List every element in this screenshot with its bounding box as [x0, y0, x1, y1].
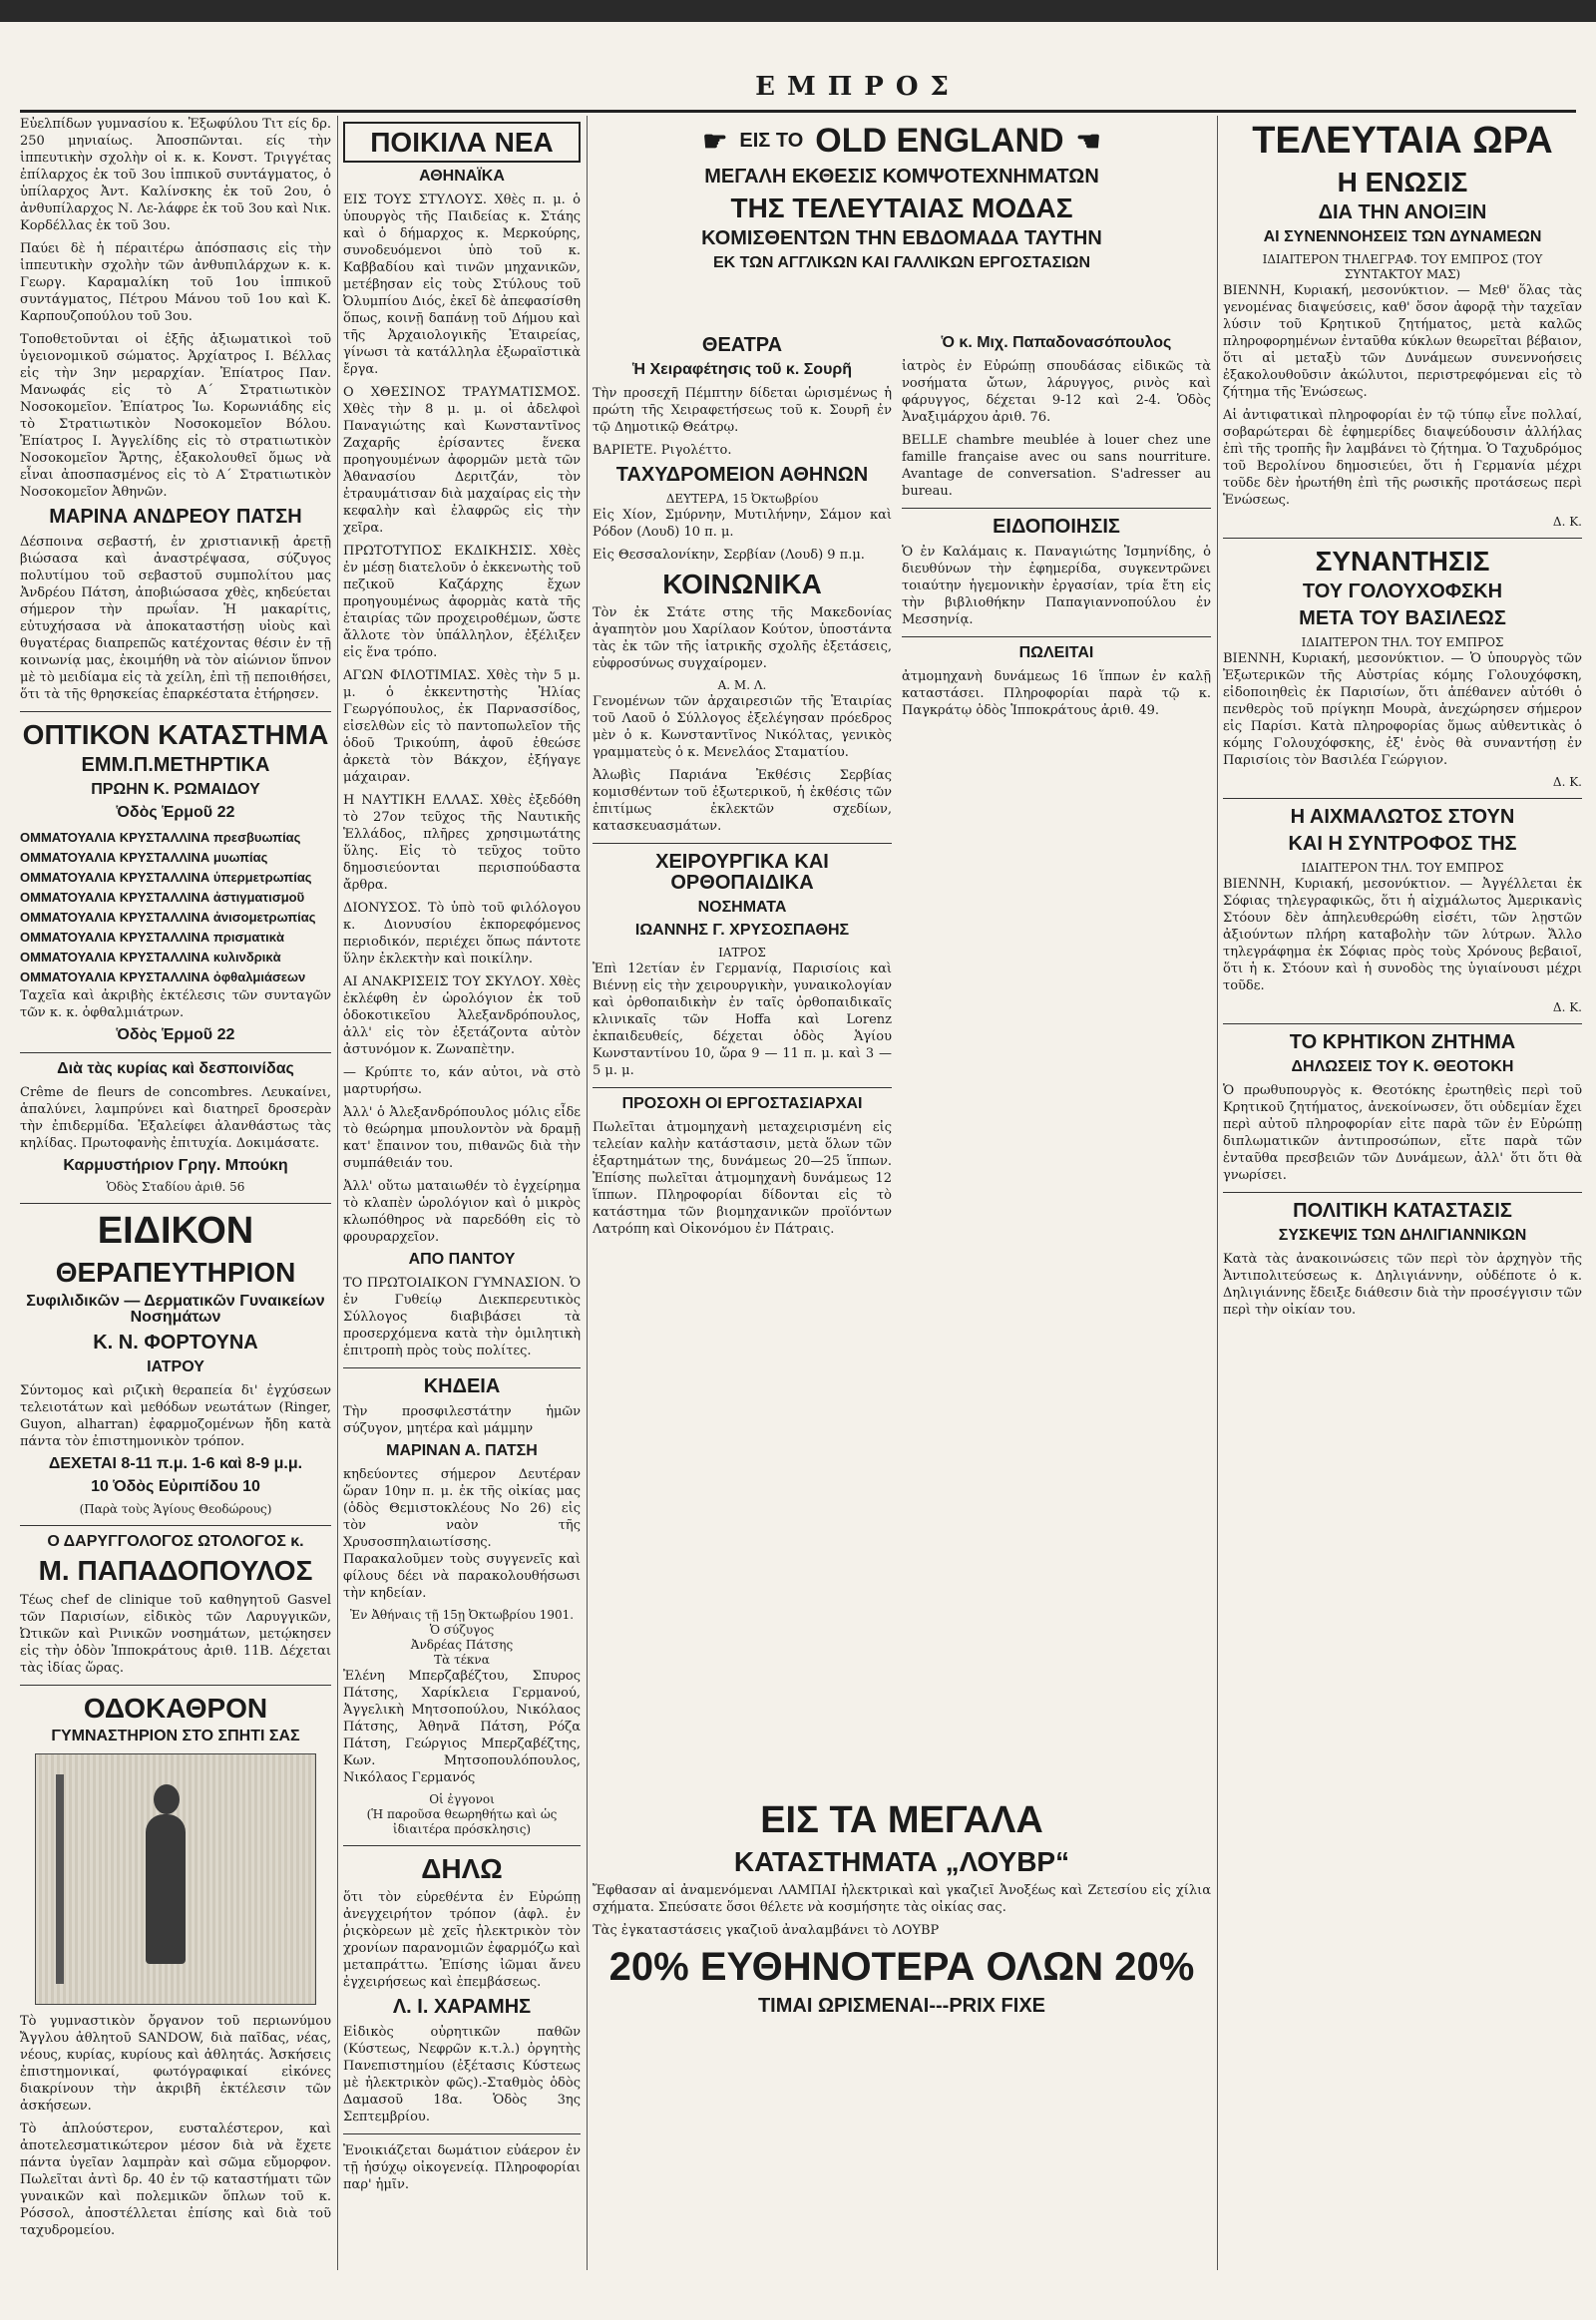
obituary-text: Δέσποινα σεβαστή, ἐν χριστιανικῇ ἀρετῇ βιώσασα καὶ ἀναστρέψασα, σύζυγος πολυτίμου τοῦ σεβαστοῦ συμπολίτου μας Ἀνδρέου Πάτση, ἀποβιώσασα χθὲς, κηδεύεται σήμερον τὴν πρωΐαν. Ἡ μακαρίτις, εὐτυχήσασα νὰ ἀποκαταστήσῃ υἱοὺς καὶ θυγατέρας διαπρεπῶς κατέχοντας θέσιν ἐν τῇ κοινωνίᾳ μας, ἐκοιμήθη νὰ τὸν αἰώνιον ὕπνον μὲ τὸ μειδίαμα εἰς τὰ χείλη, ἐπὶ τῇ πεποιθήσει, ὅτι τὰ τῆς θρησκείας ἐπαρκέστατα ἐτήρησεν. [20, 535, 331, 702]
eidikon-subtitle: Συφιλιδικῶν — Δερματικῶν Γυναικείων Νοσημάτων [26, 1292, 325, 1327]
news-item: Ἀλλ' ὁ Ἀλεξανδρόπουλος μόλις εἶδε τὸ θεώρημα μπουλοντὸν νὰ δραμῇ κατ' ἔπαινον του, πιθανῶς διὰ τὴν συμπάθειάν του. [343, 1105, 581, 1172]
optikon-item: ΟΜΜΑΤΟΥΑΛΙΑ ΚΡΥΣΤΑΛΛΙΝΑ κυλινδρικὰ [20, 949, 281, 965]
optikon-item: ΟΜΜΑΤΟΥΑΛΙΑ ΚΡΥΣΤΑΛΛΙΝΑ πρεσβυωπίας [20, 829, 301, 845]
rent-notice: Ἐνοικιάζεται δωμάτιον εὐάερον ἐν τῇ ἡσύχῳ οἰκογενείᾳ. Πληροφορίαι παρ' ἡμῖν. [343, 2143, 581, 2193]
divider [20, 1525, 331, 1526]
doctor-hours-text: ἰατρὸς ἐν Εὐρώπῃ σπουδάσας εἰδικῶς τὰ νοσήματα ὤτων, λάρυγγος, ρινὸς καὶ φάρυγγος, δέχεται 9-12 καὶ 2-4. Ὁδὸς Ἀναξιμάρχου ἀριθ. 76. [902, 358, 1211, 425]
news-item: ΑΓΩΝ ΦΙΛΟΤΙΜΙΑΣ. Χθὲς τὴν 5 μ. μ. ὁ ἐκκεντηστὴς Ἠλίας Γεωργόπουλος, ἐκ Παρνασσίδος, εἰσελθὼν εἰς τὸ παντοπωλεῖον τῆς ὁδοῦ Τρικούπη, ἀφοῦ ἐθεώσε ἀρκετὰ τὸν Βάκχον, ἐξήγαγε μάχαιραν. [343, 668, 581, 786]
masthead-rule [20, 110, 1576, 113]
funeral-name: ΜΑΡΙΝΑΝ Α. ΠΑΤΣΗ [386, 1441, 538, 1459]
meeting-title: ΣΥΝΑΝΤΗΣΙΣ [1315, 546, 1490, 578]
signature: Δ. Κ. [1552, 1000, 1582, 1015]
article-text: Ὁ πρωθυπουργὸς κ. Θεοτόκης ἐρωτηθεὶς περὶ τοῦ Κρητικοῦ ζητήματος, ἀνεκοίνωσεν, ὅτι οὐδεμίαν ἔχει περὶ αὐτοῦ πληροφορίαν εἰτε παρὰ τῶν ἐν Εὐρώπῃ διπλωματικῶν ἀντιπροσώπων, εἴτε παρὰ τῶν ἐνταῦθα πρεσβειῶν τῶν Δυνάμεων, ἀλλ' ὅτι ὅτι θὰ γνωρίσει. [1223, 1083, 1582, 1184]
divider [593, 843, 892, 844]
optikon-item: ΟΜΜΑΤΟΥΑΛΙΑ ΚΡΥΣΤΑΛΛΙΝΑ ἀνισομετρωπίας [20, 909, 316, 925]
louvre-text-2: Τὰς ἐγκαταστάσεις γκαζιοῦ ἀναλαμβάνει τὸ ΛΟΥΒΡ [593, 1923, 940, 1939]
meeting-subtitle: ΤΟΥ ΓΟΛΟΥΧΟΦΣΚΗ [1302, 580, 1503, 603]
declaration-text: Εἰδικὸς οὐρητικῶν παθῶν (Κύστεως, Νεφρῶν κ.τ.λ.) ὀργητὴς Πανεπιστημίου (ἐξέτασις Κύστεως μὲ ἠλεκτρικὸν φῶς).-Σταθμὸς ὁδὸς Δαμασοῦ 18α. Ὁδὸς 3ης Σεπτεμβρίου. [343, 2025, 581, 2126]
ladies-title: Διὰ τὰς κυρίας καὶ δεσποινίδας [57, 1059, 294, 1077]
doctor-hours-title: Ὁ κ. Μιχ. Παπαδονασόπουλος [941, 334, 1172, 351]
dentist-name: Μ. ΠΑΠΑΔΟΠΟΥΛΟΣ [38, 1555, 313, 1587]
divider [902, 636, 1211, 637]
sale-title: ΠΩΛΕΙΤΑΙ [1018, 643, 1094, 661]
theatre-text: Τὴν προσεχῆ Πέμπτην δίδεται ὡρισμένως ἡ πρώτη τῆς Χειραφετήσεως τοῦ κ. Σουρῆ ἐν τῷ Δημοτικῷ Θεάτρῳ. [593, 385, 892, 435]
divider [20, 711, 331, 712]
surgery-role: ΙΑΤΡΟΣ [718, 945, 766, 960]
theatre-title: ΘΕΑΤΡΑ [701, 334, 783, 356]
divider [593, 1087, 892, 1088]
news-item: Ἀλλ' οὔτω ματαιωθέν τὸ ἐγχείρημα τὸ κλαπὲν ὡρολόγιον καὶ ὁ μικρὸς κλωπόθηρος νὰ παρεδόθη εἰς τὸ φρουραρχεῖον. [343, 1179, 581, 1246]
pointing-hand-icon: ☛ [702, 126, 728, 157]
exhibition-title: ΜΕΓΑΛΗ ΕΚΘΕΣΙΣ ΚΟΜΨΟΤΕΧΝΗΜΑΤΩΝ [704, 166, 1099, 188]
divider [1223, 798, 1582, 799]
captive-subtitle: ΚΑΙ Η ΣΥΝΤΡΟΦΟΣ ΤΗΣ [1288, 833, 1517, 856]
pointing-hand-icon: ☚ [1075, 126, 1101, 157]
column-1 [20, 116, 331, 2270]
telegram-label: ΙΔΙΑΙΤΕΡΟΝ ΤΗΛ. ΤΟΥ ΕΜΠΡΟΣ [1301, 861, 1504, 876]
column-3-header [593, 116, 1211, 325]
column-divider [1217, 116, 1218, 2270]
eidikon-role: ΙΑΤΡΟΥ [147, 1358, 204, 1376]
funeral-intro: Τὴν προσφιλεστάτην ἡμῶν σύζυγον, μητέρα καὶ μάμμην [343, 1403, 581, 1436]
louvre-discount: 20% ΕΥΘΗΝΟΤΕΡΑ ΟΛΩΝ 20% [608, 1945, 1195, 1990]
optikon-item: ΟΜΜΑΤΟΥΑΛΙΑ ΚΡΥΣΤΑΛΛΙΝΑ ὀφθαλμιάσεων [20, 968, 306, 984]
optikon-item: ΟΜΜΑΤΟΥΑΛΙΑ ΚΡΥΣΤΑΛΛΙΝΑ πρισματικὰ [20, 929, 285, 945]
section-subtitle: ΑΘΗΝΑΪΚΑ [419, 168, 505, 186]
gym-illustration [35, 1753, 316, 2005]
notice-title: ΕΙΔΟΠΟΙΗΣΙΣ [993, 515, 1120, 538]
louvre-text: Ἔφθασαν αἱ ἀναμενόμεναι ΛΑΜΠΑΙ ἠλεκτρικαὶ καὶ γκαζιεῖ Ἀνοξέως καὶ Ζετεσίου εἰς χίλια σχήματα. Σπεύσατε ὅσοι θέλετε νὰ κοσμήσητε τὰς οἰκίας σας. [593, 1883, 1211, 1916]
factory-text: Πωλεῖται ἀτμομηχανὴ μεταχειρισμένη εἰς τελείαν καλὴν κατάστασιν, μετὰ ὅλων τῶν ἐξαρτημάτων της, δυνάμεως 20—25 ἵππων. Ἐπίσης πωλεῖται ἀτμομηχανὴ δυνάμεως 12 ἵππων. Πληροφορίαι δίδονται εἰς τὸ κατάστημα τῶν βιομηχανικῶν προϊόντων Λατρόπη καὶ Οἰκονόμου ἐν Πάτραις. [593, 1119, 892, 1237]
declaration-signature: Λ. Ι. ΧΑΡΑΜΗΣ [392, 1996, 532, 2019]
divider [20, 1203, 331, 1204]
article-text: Παύει δὲ ἡ πέραιτέρω ἀπόσπασις εἰς τὴν ἱππευτικὴν σχολὴν τῶν ἀνθυπιλάρχων κ. κ. Γεωργ. Καραμαλίκη τοῦ 1ου ἱππικοῦ συντάγματος, Πέτρου Μάνου τοῦ 1ου καὶ Κ. Καρπουζοπούλου τοῦ 3ου. [20, 241, 331, 324]
banner-main: OLD ENGLAND [815, 122, 1064, 160]
news-item: ΤΟ ΠΡΩΤΟΙΑΙΚΟΝ ΓΥΜΝΑΣΙΟΝ. Ὁ ἐν Γυθείῳ Διεκπερευτικὸς Σύλλογος διαβιβάσει τὰ προσερχόμενα κατὰ τὴν ὁμιλητικὴ ἐπιτροπὴ πρὸς τοὺς πολίτες. [343, 1275, 581, 1358]
news-item: ΕΙΣ ΤΟΥΣ ΣΤΥΛΟΥΣ. Χθὲς π. μ. ὁ ὑπουργὸς τῆς Παιδείας κ. Στάης καὶ ὁ δήμαρχος κ. Μερκούρης, συνοδευόμενοι ὑπὸ τοῦ κ. Καββαδίου καὶ τινῶν μηχανικῶν, μετέβησαν εἰς τοὺς Στύλους τοῦ Ὀλυμπίου Διός, ἐκεῖ δὲ ἀπεφασίσθη ὅπως, κοινῇ δαπάνῃ τοῦ Δήμου καὶ τῆς Ἀρχαιολογικῆς Ἑταιρείας, γίνωσι τὰ κατάλληλα ἐξωραϊστικὰ ἔργα. [343, 193, 581, 378]
belle-chambre: BELLE chambre meublée à louer chez une famille française avec ou sans nourriture. Avantage de conversation. S'adresser au bureau. [902, 432, 1211, 499]
louvre-title: ΕΙΣ ΤΑ ΜΕΓΑΛΑ [760, 1799, 1043, 1841]
masthead: ΕΜΠΡΟΣ [755, 72, 961, 102]
louvre-title-2: ΚΑΤΑΣΤΗΜΑΤΑ „ΛΟΥΒΡ“ [733, 1845, 1070, 1877]
last-hour-sub1: Η ΕΝΩΣΙΣ [1337, 166, 1468, 197]
exhibition-title-4: ΕΚ ΤΩΝ ΑΓΓΛΙΚΩΝ ΚΑΙ ΓΑΛΛΙΚΩΝ ΕΡΓΟΣΤΑΣΙΩΝ [712, 254, 1091, 272]
news-item: ΠΡΩΤΟΤΥΠΟΣ ΕΚΔΙΚΗΣΙΣ. Χθὲς ἐν μέσῃ διατελοῦν ὁ ἐκκενωτὴς τοῦ πεζικοῦ Καζάρχης ἔχων προηγουμένως ἀφορμὰς κατὰ τῆς ἑταιρίας τῶν προχειροθέμων, ὥστε ἄλλοτε τὸν ὑπάλληλον, ἐξέλιξεν εἰς ἕνα τρόπο. [343, 544, 581, 661]
factory-title: ΠΡΟΣΟΧΗ ΟΙ ΕΡΓΟΣΤΑΣΙΑΡΧΑΙ [621, 1094, 863, 1112]
article-text: Εὐελπίδων γυμνασίου κ. Ἐξωφύλου Τιτ είς δρ. 250 μηνιαίως. Ἀποσπῶνται. είς τὴν ἱππευτικὴν σχολὴν οἱ κ. κ. Κονστ. Τριγγέτας ἐπίλαρχος ἐκ τοῦ 3ου ἱππικοῦ συντάγματος, ὁ ὑπίλαρχος Ἀντ. Καλίνσκης ἐκ τοῦ 2ου, ὁ ἀνθυπίλαρχος Ν. Λε-λάφρε ἐκ τοῦ 3ου καὶ Νικ. Κορδέλλας ἐκ τοῦ 3ου. [20, 117, 331, 233]
scan-edge [0, 0, 1596, 22]
divider [343, 1367, 581, 1368]
post-day: ΔΕΥΤΕΡΑ, 15 Ὀκτωβρίου [665, 491, 819, 506]
exhibition-title-2: ΤΗΣ ΤΕΛΕΥΤΑΙΑΣ ΜΟΔΑΣ [730, 193, 1073, 223]
declaration-title: ΔΗΛΩ [421, 1852, 503, 1884]
article-text: Τοποθετοῦνται οἱ ἑξῆς ἀξιωματικοὶ τοῦ ὑγειονομικοῦ σώματος. Ἀρχίατρος Ι. Βέλλας εἰς τὴν 3ην μεραρχίαν. Ἐπίατρος Παν. Μανωφάς εἰς τὸ Α΄ Στρατιωτικὸν Νοσοκομεῖον. Ἐπίατρος Ἰω. Κορωνιάδης εἰς τὸ Στρατιωτικὸν Νοσοκομεῖον Βόλου. Ἐπίατρος Ι. Ἀγγελίδης εἰς τὸ στρατιωτικὸν Νοσοκομεῖον Ἄρτης, ἐξακολουθεῖ ὅμως νὰ εἶναι ἀποσπασμένος εἰς τὸ Α΄ Στρατιωτικὸν Νοσοκομεῖον Ἀθηνῶν. [20, 332, 331, 500]
eidikon-near: (Παρὰ τοὺς Ἁγίους Θεοδώρους) [79, 1501, 272, 1516]
louvre-footer: ΤΙΜΑΙ ΩΡΙΣΜΕΝΑΙ---PRIX FIXE [757, 1995, 1046, 2018]
article-text: ΒΙΕΝΝΗ, Κυριακή, μεσονύκτιον. — Ἀγγέλλεται ἐκ Σόφιας τηλεγραφικῶς, ὅτι ἡ αἰχμάλωτος Ἀμερικανὶς Στόουν δὲν ἀπηλευθερώθη εἰσέτι, τῶν λῃστῶν ἀξιούντων πλήρη καταβολὴν τῶν λύτρων. Ἄλλο τηλεγράφημα ἐκ Σόφιας πρὸς τοὺς Χρόνους βεβαιοῖ, ὅτι ἡ κ. Στόουν καὶ ἡ συνοδὸς της ὑγιαίνουσι μέχρι τοῦδε. [1223, 877, 1582, 994]
news-item: — Κρύπτε το, κάν αὐτοι, νὰ στὸ μαρτυρήσω. [343, 1065, 581, 1098]
social-title: ΚΟΙΝΩΝΙΚΑ [662, 568, 822, 599]
funeral-text: κηδεύοντες σήμερον Δευτέραν ὥραν 10ην π. μ. ἐκ τῆς οἰκίας μας (ὁδὸς Θεμιστοκλέους No 26) εἰς τὸν ναὸν τῆς Χρυσοσπηλαιωτίσσης. Παρακαλοῦμεν τοὺς συγγενεῖς καὶ φίλους δέει νὰ παρακολουθήσωσι τὴν κηδείαν. [343, 1466, 581, 1601]
divider [1223, 538, 1582, 539]
ladies-address: Ὁδὸς Σταδίου ἀριθ. 56 [106, 1180, 245, 1195]
funeral-signature: Ἀνδρέας Πάτσης [410, 1637, 514, 1652]
eidikon-title-2: ΘΕΡΑΠΕΥΤΗΡΙΟΝ [55, 1257, 296, 1289]
news-item: ΔΙΟΝΥΣΟΣ. Τὸ ὑπὸ τοῦ φιλόλογου κ. Διονυσίου ἐκπορεφόμενος περιοδικόν, περιέχει ὅπως πάντοτε ὕλην ἐκλεκτὴν καὶ ποικίλην. [343, 901, 581, 967]
louvre-ad [593, 1795, 1211, 2023]
gym-text: Τὸ γυμναστικὸν ὄργανον τοῦ περιωνύμου Ἄγγλου ἀθλητοῦ SANDOW, διὰ παῖδας, νέας, νέους, κυρίας, κυρίους καὶ ἀθλητάς. Ἀσκήσεις ἐπιστημονικαί, φωτόγραφικαί εἰκόνες διακρίνουν τὴν ἀκριβῆ ἐκτέλεσιν τῶν ἀσκήσεων. [20, 2014, 331, 2115]
eidikon-doctor: Κ. Ν. ΦΟΡΤΟΥΝΑ [93, 1332, 258, 1354]
funeral-title: ΚΗΔΕΙΑ [423, 1374, 501, 1397]
eidikon-title: ΕΙΔΙΚΟΝ [97, 1210, 254, 1253]
signature: Δ. Κ. [1552, 515, 1582, 530]
surgery-text: Ἐπὶ 12ετίαν ἐν Γερμανίᾳ, Παρισίοις καὶ Βιέννῃ εἰς τὴν χειρουργικὴν, γυναικολογίαν καὶ ὀρθοπαιδικὴν ἐν ταῖς ὀρθοπαιδικαῖς κλινικαῖς τῶν Hoffa καὶ Lorenz ἐκπαιδευθείς, δέχεται ὁδὸς Ἁγίου Κωνσταντίνου 10, ὥρα 9 — 11 π. μ. καὶ 3 — 5 μ. μ. [593, 961, 892, 1078]
divider [1223, 1023, 1582, 1024]
eidikon-hours: ΔΕΧΕΤΑΙ 8-11 π.μ. 1-6 καὶ 8-9 μ.μ. [48, 1455, 303, 1473]
funeral-names: Ἐλένη Μπερζαβέζτου, Σπυρος Πάτσης, Χαρίκλεια Γερμανού, Ἀγγελικὴ Μητσοπούλου, Νικόλαος Πάτσης, Ἀθηνᾶ Πάτση, Ρόζα Πάτση, Γεώργιος Μπερζαβέζτης, Κων. Μητσοπουλόπουλος, Νικόλαος Γερμανός [343, 1668, 581, 1785]
ladies-shop: Καρμυστήριον Γρηγ. Μπούκη [63, 1156, 288, 1174]
optikon-item: ΟΜΜΑΤΟΥΑΛΙΑ ΚΡΥΣΤΑΛΛΙΝΑ ἀστιγματισμοῦ [20, 889, 305, 905]
eidikon-address: 10 Ὁδὸς Εὐριπίδου 10 [91, 1477, 260, 1495]
surgery-doctor: ΙΩΑΝΝΗΣ Γ. ΧΡΥΣΟΣΠΑΘΗΣ [634, 921, 850, 939]
door-frame [56, 1774, 64, 1984]
news-item: Η ΝΑΥΤΙΚΗ ΕΛΛΑΣ. Χθὲς ἐξεδόθη τὸ 27ον τεῦχος τῆς Ναυτικῆς Ἑλλάδος, πλῆρες χρησιμωτάτης ὕλης. Εἰς τὸ τεῦχος τοῦτο δημοσιεύονται περισπούδαστα ἄρθρα. [343, 793, 581, 894]
dentist-title: Ο ΔΑΡΥΓΓΟΛΟΓΟΣ ΩΤΟΛΟΓΟΣ κ. [47, 1532, 304, 1550]
optikon-item: ΟΜΜΑΤΟΥΑΛΙΑ ΚΡΥΣΤΑΛΛΙΝΑ μυωπίας [20, 849, 268, 865]
optikon-owner: ΕΜΜ.Π.ΜΕΤΗΡΤΙΚΑ [81, 754, 270, 777]
sale-text: ἀτμομηχανὴ δυνάμεως 16 ἵππων ἐν καλῇ καταστάσει. Πληροφορίαι παρὰ τῷ κ. Παγκράτῳ ὁδὸς Ἱπποκράτους ἀριθ. 49. [902, 668, 1211, 718]
optikon-previous: ΠΡΩΗΝ Κ. ΡΩΜΑΙΔΟΥ [91, 781, 260, 799]
social-text: Γενομένων τῶν ἀρχαιρεσιῶν τῆς Ἑταιρίας τοῦ Λαοῦ ὁ Σύλλογος ἐξελέγησαν πρόεδρος μὲν ὁ κ. Κωνσταντῖνος Νικόλτας, γενικὸς γραμματεὺς ὁ κ. Μενελάος Σταματίου. [593, 694, 892, 761]
last-hour-sub2: ΔΙΑ ΤΗΝ ΑΝΟΙΞΙΝ [1318, 201, 1487, 224]
optikon-list [20, 828, 331, 987]
gym-text-2: Τὸ ἁπλούστερον, ευσταλέστερον, καὶ ἀποτελεσματικώτερον μέσον διὰ νὰ ἔχετε πάντα ὑγεῖαν λαμπρὰν καὶ σῶμα εὔμορφον. Πωλεῖται ἀντὶ δρ. 40 ἐν τῷ καταστήματι τῶν γυναικῶν καὶ πολεμικῶν ὅπλων τοῦ κ. Ρόσσολ, ἀποστέλλεται ἐπίσης καὶ διὰ τοῦ ταχυδρομείου. [20, 2122, 331, 2239]
column-2 [343, 116, 581, 2270]
article-text: Αἱ ἀντιφατικαὶ πληροφορίαι ἐν τῷ τύπῳ εἶνε πολλαί, σοβαρώτεραι δὲ ἐφημερίδες διαψεύδουσιν ἀλλήλας ἐπὶ τῆς τροπῆς ἣν λαμβάνει τὸ ζήτημα. Ὁ Ταχυδρόμος τοῦ Βερολίνου δημοσιεύει, ὅτι ἡ Γερμανία μέχρι τοῦδε δὲν ἠρωτήθη ἐπὶ τῆς ρωσικῆς προτάσεως περὶ Ἑνώσεως. [1223, 408, 1582, 509]
news-item: Ο ΧΘΕΣΙΝΟΣ ΤΡΑΥΜΑΤΙΣΜΟΣ. Χθὲς τὴν 8 μ. μ. οἱ ἀδελφοὶ Παναγιώτης καὶ Κωνσταντῖνος Ζαχαρῆς ἐρίσαντες ἕνεκα προηγουμένων ἀφορμῶν μετὰ τῶν Ἀθανασίου Δεριτζάν, τὸν ἐτραυμάτισαν διὰ μαχαίρας εἰς τὴν κεφαλὴν καὶ ἐλαφρῶς εἰς τὴν χεῖρα. [343, 385, 581, 537]
post-line: Εἰς Θεσσαλονίκην, Σερβίαν (Λουδ) 9 π.μ. [593, 547, 865, 563]
figure-head [154, 1784, 180, 1814]
theatre-subtitle: Ἡ Χειραφέτησις τοῦ κ. Σουρῆ [631, 361, 853, 378]
gym-subtitle: ΓΥΜΝΑΣΤΗΡΙΟΝ ΣΤΟ ΣΠΗΤΙ ΣΑΣ [51, 1728, 300, 1745]
post-title: ΤΑΧΥΔΡΟΜΕΙΟΝ ΑΘΗΝΩΝ [615, 463, 869, 486]
figure-shape [146, 1814, 186, 1964]
post-line: Εἰς Χίον, Σμύρνην, Μυτιλήνην, Σάμον καὶ Ρόδον (Λουδ) 10 π. μ. [593, 507, 892, 540]
captive-title: Η ΑΙΧΜΑΛΩΤΟΣ ΣΤΟΥΝ [1290, 806, 1515, 829]
meeting-subtitle-2: ΜΕΤΑ ΤΟΥ ΒΑΣΙΛΕΩΣ [1299, 607, 1506, 630]
funeral-date: Ἐν Ἀθήναις τῇ 15ῃ Ὀκτωβρίου 1901. [349, 1607, 575, 1622]
declaration-text: ὅτι τὸν εὑρεθέντα ἐν Εὐρώπῃ ἀνεγχειρήτον τρόπον (ἀφλ. ἐν ῥιςκὸρεων μὲ χεῖς ἠλεκτρικὸν τὸν χρονίων παρανομιῶν ἐφαρμόζω καὶ μεταπράττω. Ἐπίσης ἰῶμαι ἄνευ ἐγχειρήσεως καὶ ἐπεμβάσεως. [343, 1890, 581, 1991]
optikon-address: Ὁδὸς Ἑρμοῦ 22 [116, 804, 235, 822]
article-text: ΒΙΕΝΝΗ, Κυριακή, μεσονύκτιον. — Ὁ ὑπουργὸς τῶν Ἐξωτερικῶν τῆς Αὐστρίας κόμης Γολουχόφσκη, εἰδοποιηθεὶς ἐκ Παρισίων, ὅτι ἀπέθανεν αὐτόθι ὁ πενθερὸς τοῦ πρίγκηπ Μουρὰ, ἀνεχώρησεν σήμερον εἰς Παρίσι. Κατὰ πληροφορίας ὅμως αὐθεντικὰς ὁ κόμης Γολουχόφσκης, ἐξ' ἐνὸς θὰ συναντήσῃ ἐν Παρισίοις τὸν Βασιλέα Γεώργιον. [1223, 651, 1582, 769]
divider [20, 1052, 331, 1053]
social-text: Ἀλωβὶς Παριάνα Ἐκθέσις Σερβίας κομισθέντων τοῦ ἐξωτερικοῦ, ἡ ἐκθέσις τῶν ἐπιτίμως ἐκλεκτῶν σχεδίων, κατασκευασμάτων. [593, 768, 892, 835]
old-england-banner [593, 122, 1211, 161]
divider [20, 1685, 331, 1686]
last-hour-sub3: ΑΙ ΣΥΝΕΝΝΟΗΣΕΙΣ ΤΩΝ ΔΥΝΑΜΕΩΝ [1263, 228, 1542, 246]
signature: Δ. Κ. [1552, 775, 1582, 790]
banner-prefix: ΕΙΣ ΤΟ [739, 130, 804, 152]
politics-subtitle: ΣΥΣΚΕΨΙΣ ΤΩΝ ΔΗΛΙΓΙΑΝΝΙΚΩΝ [1278, 1227, 1527, 1245]
politics-title: ΠΟΛΙΤΙΚΗ ΚΑΤΑΣΤΑΣΙΣ [1293, 1200, 1512, 1223]
social-signature: Α. Μ. Λ. [717, 678, 767, 693]
column-4 [1223, 116, 1582, 2270]
article-text: ΒΙΕΝΝΗ, Κυριακή, μεσονύκτιον. — Μεθ' ὅλας τὰς γενομένας διαψεύσεις, καθ' ὅσον ἀφορᾷ τὴν ταχεῖαν λύσιν τοῦ Κρητικοῦ ζητήματος, μετὰ καλῶς πληροφορημένων ἐνταῦθα κύκλων θεωρεῖται βέβαιον, ὅτι αἱ μεταξὺ τῶν Δυνάμεων συνεννοήσεις ἐξακολουθοῦσιν ἀκώλυτοι, περιστρεφόμεναι εἰς τὸ ζήτημα τῆς Ἑνώσεως. [1223, 283, 1582, 401]
last-hour-title: ΤΕΛΕΥΤΑΙΑ ΩΡΑ [1252, 120, 1553, 162]
social-text: Τὸν ἐκ Στάτε στης τῆς Μακεδονίας ἀγαπητὸν μου Χαρίλαον Κούτον, ὑποστάντα τὰς ἐκ τῶν τῆς ἰατρικῆς σχολῆς ἐξετάσεις, εὐφροσύνως συγχαίρομεν. [593, 605, 892, 672]
divider [343, 1845, 581, 1846]
divider [1223, 1192, 1582, 1193]
gym-title: ΟΔΟΚΑΘΡΟΝ [83, 1692, 268, 1724]
eidikon-text: Σύντομος καὶ ριζικὴ θεραπεία δι' ἐγχύσεων τελειοτάτων καὶ μεθόδων νεωτάτων (Ringer, Guyon, alharran) ἐφαρμοζομένων ἤδη κατὰ πάντα τὸν ἐπιστημονικὸν τρόπον. [20, 1383, 331, 1450]
section-title: ΠΟΙΚΙΛΑ ΝΕΑ [343, 122, 581, 163]
optikon-title: ΟΠΤΙΚΟΝ ΚΑΤΑΣΤΗΜΑ [22, 719, 329, 750]
variete-text: ΒΑΡΙΕΤΕ. Ριγολέττο. [593, 442, 732, 458]
funeral-signature: Ὁ σύζυγος [429, 1622, 495, 1637]
exhibition-title-3: ΚΟΜΙΣΘΕΝΤΩΝ ΤΗΝ ΕΒΔΟΜΑΔΑ ΤΑΥΤΗΝ [701, 227, 1102, 250]
crete-title: ΤΟ ΚΡΗΤΙΚΟΝ ΖΗΤΗΜΑ [1289, 1031, 1516, 1054]
optikon-address: Ὁδὸς Ἑρμοῦ 22 [116, 1025, 235, 1043]
optikon-item: ΟΜΜΑΤΟΥΑΛΙΑ ΚΡΥΣΤΑΛΛΙΝΑ ὑπερμετρωπίας [20, 869, 312, 885]
crete-subtitle: ΔΗΛΩΣΕΙΣ ΤΟΥ Κ. ΘΕΟΤΟΚΗ [1291, 1058, 1514, 1076]
funeral-relatives: Οἱ ἐγγονοι [429, 1791, 495, 1806]
obituary-title: ΜΑΡΙΝΑ ΑΝΔΡΕΟΥ ΠΑΤΣΗ [49, 506, 302, 528]
article-text: Κατὰ τὰς ἀνακοινώσεις τῶν περὶ τὸν ἀρχηγὸν τῆς Ἀντιπολιτεύσεως κ. Δηλιγιάννην, οὐδέποτε ὁ κ. Δηλιγιάννης ἔδειξε διάθεσιν διὰ τὴν προσέγγισιν τῶν περὶ τὴν οἰκίαν του. [1223, 1252, 1582, 1319]
divider [902, 508, 1211, 509]
notice-text: Ὁ ἐν Καλάμαις κ. Παναγιώτης Ἰσμηνίδης, ὁ διευθύνων τὴν ἐφημερίδα, συγκεντρῶνει τοιαύτην ἡγεμονικὴν ἐργασίαν, τρία ἔτη εἰς τὴν βιβλιοθήκην Παπαγιαννοπούλου ἐν Μεσσηνίᾳ. [902, 544, 1211, 627]
optikon-footer: Ταχεῖα καὶ ἀκριβὴς ἐκτέλεσις τῶν συνταγῶν τῶν κ. κ. ὀφθαλμιάτρων. [20, 987, 331, 1020]
news-item: ΑΙ ΑΝΑΚΡΙΣΕΙΣ ΤΟΥ ΣΚΥΛΟΥ. Χθὲς ἐκλέφθη ἐν ὡρολόγιον ἐκ τοῦ ὁδοκοτικεῖου Ἀλεξανδρόπουλος, ἀλλ' εἰς τὸν ἐξετάζοντα αὐτὸν ἀστυνόμον κ. Ζωναπὲτην. [343, 974, 581, 1058]
telegram-label: ΙΔΙΑΙΤΕΡΟΝ ΤΗΛ. ΤΟΥ ΕΜΠΡΟΣ [1301, 635, 1504, 650]
dentist-text: Τέως chef de clinique τοῦ καθηγητοῦ Gasvel τῶν Παρισίων, εἰδικὸς τῶν Λαρυγγικῶν, Ὠτικῶν καὶ Ρινικῶν νοσημάτων, μετῴκησεν εἰς τὴν ὁδὸν Ἱπποκράτους ἀριθ. 11Β. Δέχεται τὰς ἰδίας ὥρας. [20, 1592, 331, 1676]
surgery-title: ΧΕΙΡΟΥΡΓΙΚΑ ΚΑΙ ΟΡΘΟΠΑΙΔΙΚΑ [655, 851, 829, 895]
section-subtitle: ΑΠΟ ΠΑΝΤΟΥ [408, 1251, 516, 1269]
divider [343, 2133, 581, 2134]
column-divider [337, 116, 338, 2270]
funeral-signature: Τὰ τέκνα [434, 1652, 490, 1667]
column-divider [587, 116, 588, 2270]
surgery-subtitle: ΝΟΣΗΜΑΤΑ [697, 899, 787, 917]
funeral-note: (Ἡ παροῦσα θεωρηθήτω καὶ ὡς ἰδιαιτέρα πρόσκλησις) [366, 1806, 558, 1836]
telegram-label: ΙΔΙΑΙΤΕΡΟΝ ΤΗΛΕΓΡΑΦ. ΤΟΥ ΕΜΠΡΟΣ (ΤΟΥ ΣΥΝΤΑΚΤΟΥ ΜΑΣ) [1262, 252, 1543, 282]
ladies-text: Crême de fleurs de concombres. Λευκαίνει, ἁπαλύνει, λαμπρύνει καὶ διατηρεῖ δροσερὰν τὴν ἐπιδερμίδα. Ἐξαλείφει ἀλανθάστως τὰς κηλίδας. Πρωτοφανὴς ἐπιτυχία. Δοκιμάσατε. [20, 1084, 331, 1151]
